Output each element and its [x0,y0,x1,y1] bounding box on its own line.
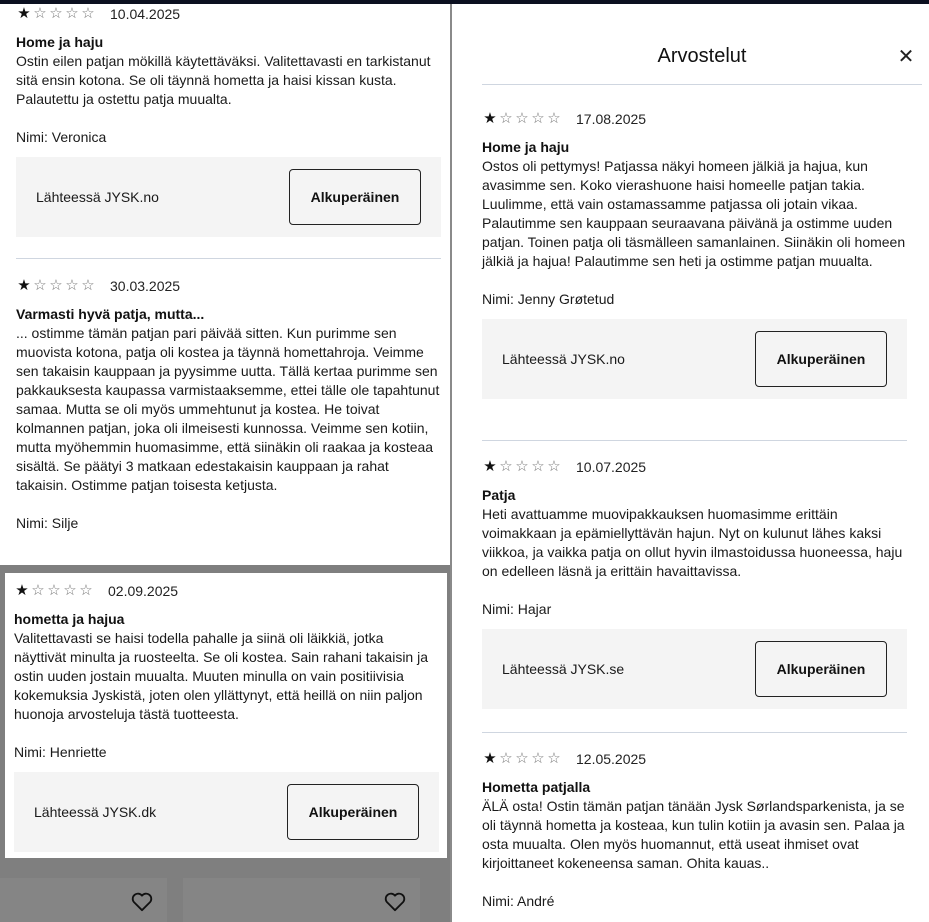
star-filled-icon: ★ [483,110,497,127]
review-body: ÄLÄ osta! Ostin tämän patjan tänään Jysk Sørlandsparkenista, ja se oli täynnä hometta ja kosteaa, kun tulin kotiin ja avasin sen. Palaa ja osta muualta. Olen myös huomannut, että useat ihmiset ovat kirjoittaneet kokeneensa saman. Ohita kauas.. [482,798,905,871]
heart-icon[interactable] [384,892,406,912]
review-item [482,457,907,709]
review-item [14,581,439,852]
star-empty-icon: ☆ [547,110,561,127]
source-box [16,157,441,237]
source-box [14,772,439,852]
star-empty-icon: ☆ [499,750,513,767]
star-empty-icon: ☆ [33,5,47,22]
review-body: ... ostimme tämän patjan pari päivää sitten. Kun purimme sen muovista kotona, patja oli kostea ja täynnä homettahroja. Veimme sen takaisin kauppaan ja pyysimme uutta. Tällä kertaa purimme sen pakkauksesta kaupassa varmistaaksemme, ettei tälle ole tapahtunut samaa. Mutta se oli myös ummehtunut ja kostea. He toivat kolmannen patjan, joka oli ilmeisesti kunnossa. Veimme sen kotiin, mutta myöhemmin huomasimme, että siinäkin oli raakaa ja kosteaa sisältä. Se päätyi 3 matkaan edestakaisin kauppaan ja rahat takaisin. Ostimme patjan toisesta ketjusta. [16,325,440,493]
review-date: 17.08.2025 [576,111,647,127]
star-empty-icon: ☆ [65,5,79,22]
review-title: Hometta patjalla [482,779,591,795]
reviewer-name: Nimi: Henriette [14,744,107,760]
reviewer-name: Nimi: Jenny Grøtetud [482,291,615,307]
source-label: Lähteessä JYSK.no [502,351,625,367]
source-box [482,319,907,399]
review-item [16,4,441,237]
star-empty-icon: ☆ [81,277,95,294]
rating-stars [482,457,907,477]
star-empty-icon: ☆ [49,277,63,294]
review-divider [482,440,907,441]
review-date: 10.07.2025 [576,459,647,475]
original-review-button[interactable]: Alkuperäinen [289,169,421,225]
review-date: 12.05.2025 [576,751,647,767]
star-empty-icon: ☆ [547,458,561,475]
review-body: Valitettavasti se haisi todella pahalle ja siinä oli läikkiä, jotka näyttivät minulta ja ruosteelta. Se oli kostea. Sain rahani takaisin ja ostin uuden jostain muualta. Muuten minulla on vain positiivisia kokemuksia Jyskistä, joten olen yllättynyt, että heillä on niin paljon huonoja arvosteluja tästä tuotteesta. [14,630,429,722]
review-date: 30.03.2025 [110,278,181,294]
reviewer-name: Nimi: Silje [16,515,79,531]
star-empty-icon: ☆ [79,582,93,599]
review-date: 02.09.2025 [108,583,179,599]
review-body: Heti avattuamme muovipakkauksen huomasimme erittäin voimakkaan ja epämiellyttävän hajun. Nyt on kulunut lähes kaksi viikkoa, ja vaikka patja on ollut hyvin ilmastoidussa huoneessa, haju on edelleen läsnä ja erittäin havaittavissa. [482,506,903,579]
review-item [16,276,441,533]
reviewer-name: Nimi: Hajar [482,601,552,617]
star-empty-icon: ☆ [49,5,63,22]
review-divider [482,732,907,733]
review-item [482,749,907,911]
source-label: Lähteessä JYSK.se [502,661,625,677]
star-empty-icon: ☆ [499,110,513,127]
review-title: Varmasti hyvä patja, mutta... [16,306,205,322]
review-body: Ostin eilen patjan mökillä käytettäväksi. Valitettavasti en tarkistanut sitä ensin kotona. Se oli täynnä hometta ja haisi kissan kusta. Palautettu ja ostettu patja muualta. [16,53,431,107]
review-body: Ostos oli pettymys! Patjassa näkyi homeen jälkiä ja hajua, kun avasimme sen. Koko vierashuone haisi homeelle patjan takia. Luulimme, että vain ostamassamme patjassa oli jotain vikaa. Palautimme sen kauppaan seuraavana päivänä ja ostimme uuden patjan. Toinen patja oli täsmälleen samanlainen. Siinäkin oli homeen jälkiä ja hajua! Palautimme sen heti ja ostimme patjan muualta. [482,158,906,269]
header-divider [482,84,922,85]
review-title: Home ja haju [16,34,104,50]
rating-stars [14,581,439,601]
panel-title: Arvostelut [657,45,747,67]
reviewer-name: Nimi: André [482,893,555,909]
original-review-button[interactable]: Alkuperäinen [287,784,419,840]
review-date: 10.04.2025 [110,6,181,22]
star-empty-icon: ☆ [515,458,529,475]
source-box [482,629,907,709]
reviewer-name: Nimi: Veronica [16,129,107,145]
rating-stars [482,749,907,769]
star-empty-icon: ☆ [31,582,45,599]
rating-stars [16,276,441,296]
star-filled-icon: ★ [15,582,29,599]
review-title: Home ja haju [482,139,570,155]
star-empty-icon: ☆ [65,277,79,294]
rating-stars [482,109,907,129]
star-filled-icon: ★ [17,277,31,294]
heart-icon[interactable] [131,892,153,912]
star-empty-icon: ☆ [531,750,545,767]
review-item [482,109,907,399]
star-empty-icon: ☆ [81,5,95,22]
original-review-button[interactable]: Alkuperäinen [755,641,887,697]
star-empty-icon: ☆ [515,110,529,127]
star-empty-icon: ☆ [63,582,77,599]
rating-stars [16,4,441,24]
star-filled-icon: ★ [17,5,31,22]
star-empty-icon: ☆ [531,110,545,127]
review-title: hometta ja hajua [14,611,125,627]
close-icon[interactable]: ✕ [897,46,915,68]
review-divider [16,258,441,259]
source-label: Lähteessä JYSK.dk [34,804,157,820]
original-review-button[interactable]: Alkuperäinen [755,331,887,387]
star-empty-icon: ☆ [515,750,529,767]
star-filled-icon: ★ [483,750,497,767]
star-filled-icon: ★ [483,458,497,475]
star-empty-icon: ☆ [547,750,561,767]
star-empty-icon: ☆ [531,458,545,475]
review-title: Patja [482,487,516,503]
star-empty-icon: ☆ [47,582,61,599]
source-label: Lähteessä JYSK.no [36,189,159,205]
star-empty-icon: ☆ [499,458,513,475]
star-empty-icon: ☆ [33,277,47,294]
